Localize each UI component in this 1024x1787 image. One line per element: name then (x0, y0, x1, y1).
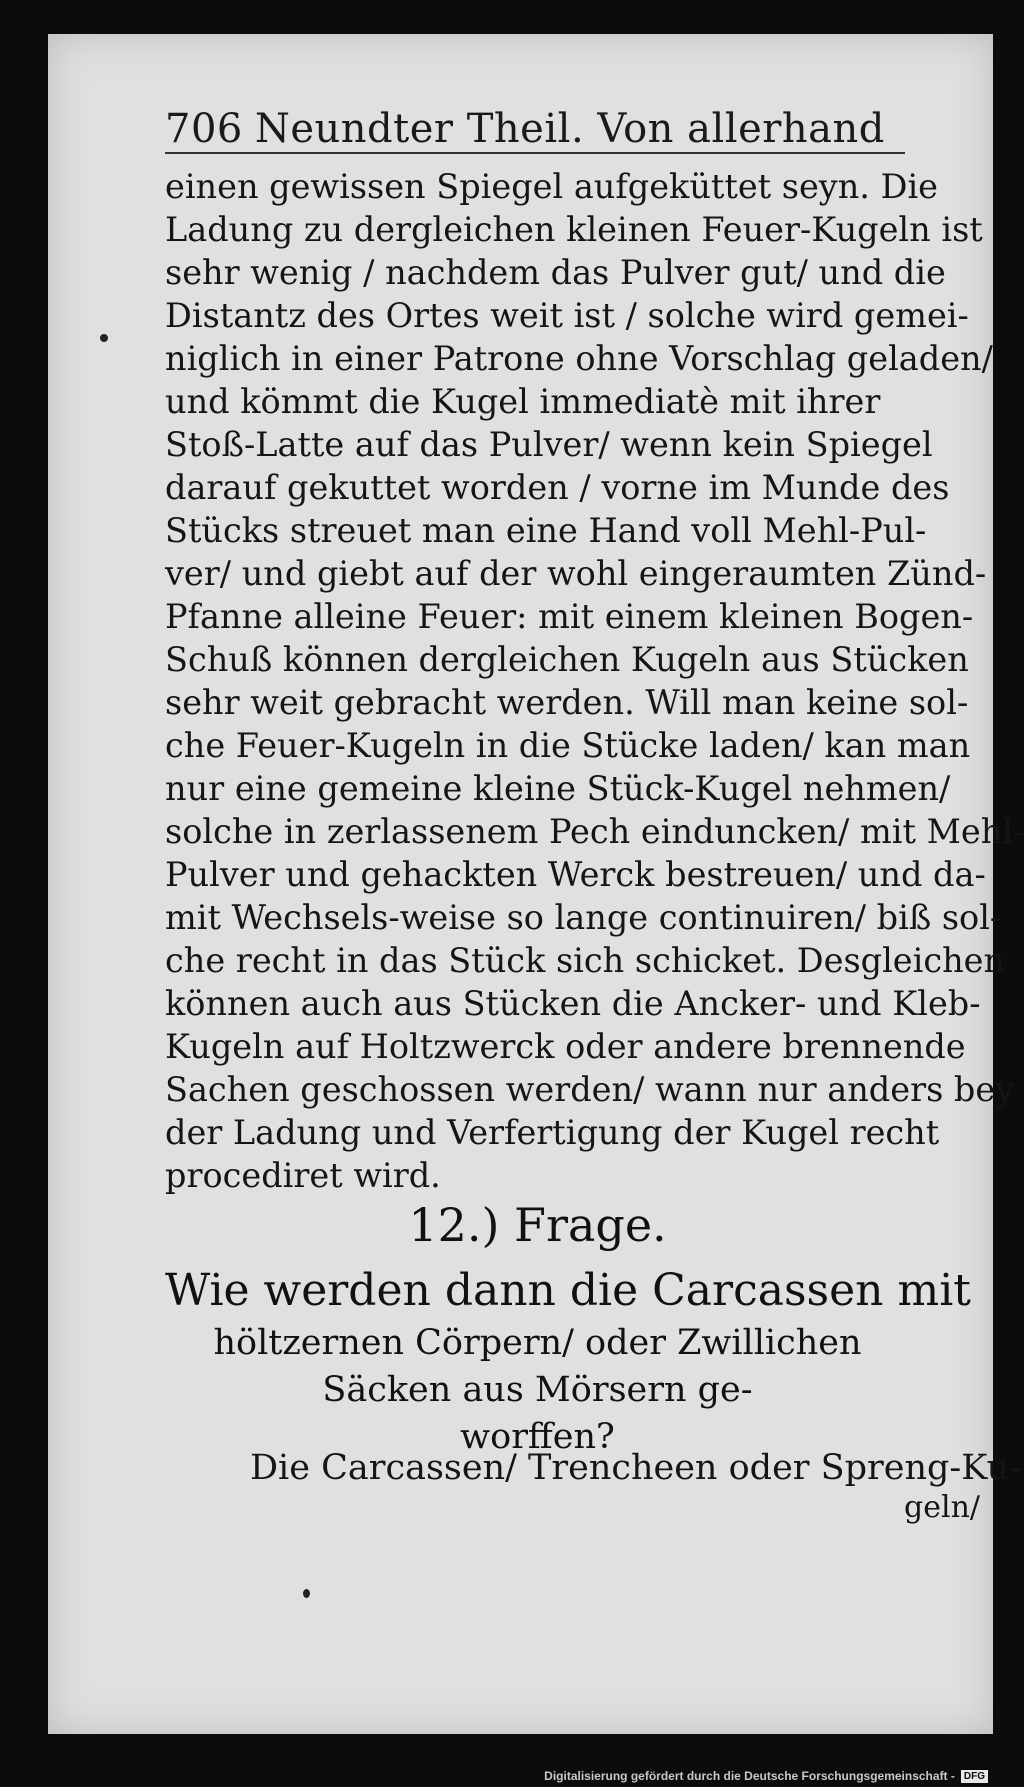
text-line: Ladung zu dergleichen kleinen Feuer-Kugeln ist (165, 210, 983, 249)
question-line: höltzernen Cörpern/ oder Zwillichen (213, 1323, 862, 1363)
text-line: nur eine gemeine kleine Stück-Kugel nehmen/ (165, 769, 951, 808)
text-line: und kömmt die Kugel immediatè mit ihrer (165, 382, 881, 421)
ink-speck (100, 334, 108, 342)
text-line: Schuß können dergleichen Kugeln aus Stücken (165, 640, 969, 679)
body-text (165, 165, 1024, 1197)
question-line: Wie werden dann die Carcassen mit (165, 1265, 971, 1316)
text-line: Pfanne alleine Feuer: mit einem kleinen Bogen- (165, 597, 974, 636)
dfg-logo: DFG (961, 1770, 988, 1783)
text-line: Sachen geschossen werden/ wann nur anders bey (165, 1070, 1015, 1109)
running-header (165, 90, 905, 154)
text-line: der Ladung und Verfertigung der Kugel recht (165, 1113, 940, 1152)
text-line: solche in zerlassenem Pech einduncken/ mit Mehl- (165, 812, 1024, 851)
question-block (165, 1262, 971, 1461)
text-line: Die Carcassen/ Trencheen oder Spreng-Ku- (250, 1448, 1021, 1488)
digitization-credit (544, 1769, 988, 1783)
ink-speck (303, 1589, 310, 1598)
text-line: darauf gekuttet worden / vorne im Munde des (165, 468, 950, 507)
text-line: che Feuer-Kugeln in die Stücke laden/ kan man (165, 726, 971, 765)
text-line: können auch aus Stücken die Ancker- und Kleb- (165, 984, 981, 1023)
question-heading: 12.) Frage. (408, 1198, 667, 1252)
answer-text (165, 1445, 1021, 1491)
running-title: Neundter Theil. Von allerhand (254, 106, 885, 152)
text-line: sehr wenig / nachdem das Pulver gut/ und die (165, 253, 946, 292)
question-line: worffen? (460, 1417, 615, 1457)
page-number: 706 (165, 106, 243, 152)
text-line: mit Wechsels-weise so lange continuiren/ biß sol- (165, 898, 1002, 937)
text-line: Kugeln auf Holtzwerck oder andere brennende (165, 1027, 966, 1066)
text-line: niglich in einer Patrone ohne Vorschlag geladen/ (165, 339, 993, 378)
text-line: sehr weit gebracht werden. Will man keine sol- (165, 683, 969, 722)
catchword: geln/ (904, 1490, 980, 1525)
question-line: Säcken aus Mörsern ge- (322, 1370, 753, 1410)
credit-text: Digitalisierung gefördert durch die Deutsche Forschungsgemeinschaft - (544, 1769, 955, 1783)
text-line: procediret wird. (165, 1156, 441, 1195)
text-line: Pulver und gehackten Werck bestreuen/ und da- (165, 855, 986, 894)
text-line: ver/ und giebt auf der wohl eingeraumten Zünd- (165, 554, 987, 593)
text-line: Stoß-Latte auf das Pulver/ wenn kein Spiegel (165, 425, 933, 464)
text-line: Distantz des Ortes weit ist / solche wird gemei- (165, 296, 969, 335)
text-line: einen gewissen Spiegel aufgeküttet seyn. Die (165, 167, 938, 206)
text-line: che recht in das Stück sich schicket. Desgleichen (165, 941, 1006, 980)
text-line: Stücks streuet man eine Hand voll Mehl-Pul- (165, 511, 927, 550)
